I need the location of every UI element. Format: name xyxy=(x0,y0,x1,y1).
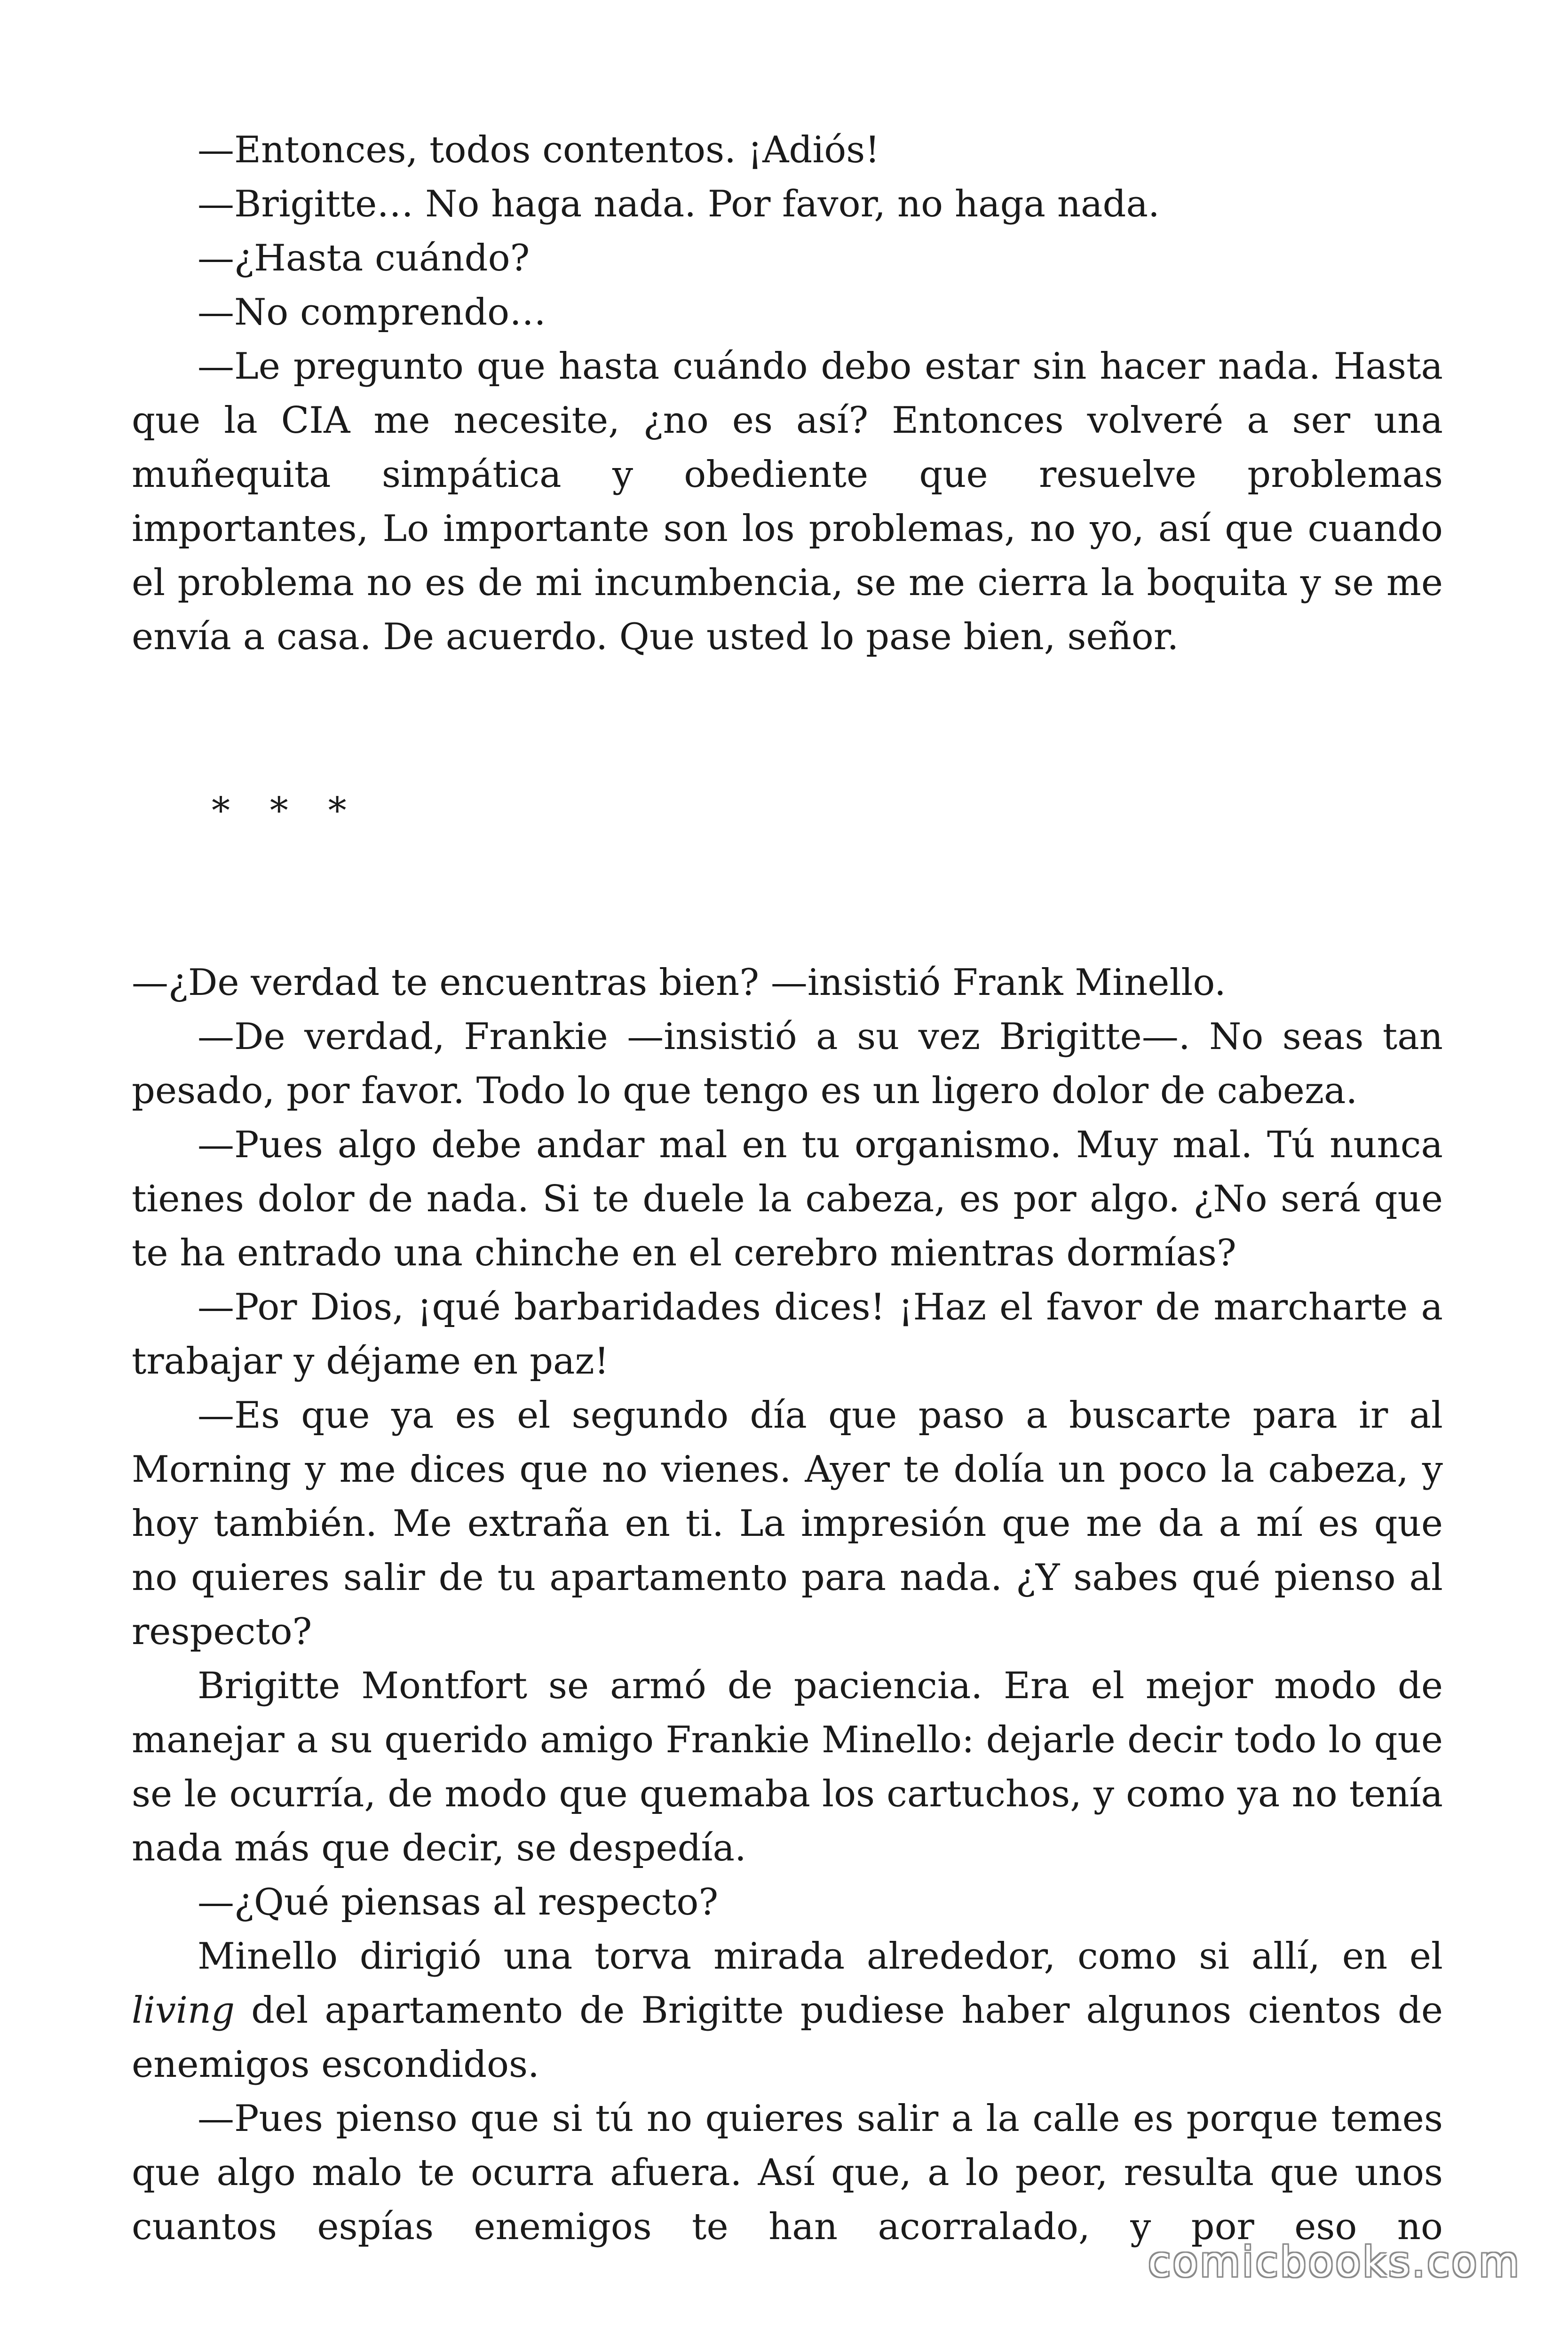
paragraph: —Entonces, todos contentos. ¡Adiós! xyxy=(198,129,880,171)
paragraph: —Es que ya es el segundo día que paso a buscarte para ir al Morning y me dices que no vienes. Ayer te dolía un poco la cabeza, y hoy también. Me extraña en ti. La impresión que me da a mí es que no quieres salir de tu apartamento para nada. ¿Y sabes qué pienso al respecto? xyxy=(132,1394,1443,1653)
paragraph: —¿Qué piensas al respecto? xyxy=(198,1881,719,1923)
section-separator: * * * xyxy=(212,790,361,832)
paragraph: —¿Hasta cuándo? xyxy=(198,237,530,279)
watermark-logo: comicbooks.com xyxy=(1148,2238,1521,2286)
book-page xyxy=(132,123,1443,2254)
italic-word: living xyxy=(132,1989,235,2032)
paragraph-text: del apartamento de Brigitte pudiese haber algunos cientos de enemigos escondidos. xyxy=(132,1989,1443,2086)
paragraph: —Brigitte… No haga nada. Por favor, no haga nada. xyxy=(198,183,1160,225)
paragraph xyxy=(132,1930,1443,2092)
paragraph: —Pues pienso que si tú no quieres salir a la calle es porque temes que algo malo te ocurra afuera. Así que, a lo peor, resulta que unos cuantos espías enemigos te han acorralado, y por eso no xyxy=(132,2098,1443,2248)
paragraph: —De verdad, Frankie —insistió a su vez Brigitte—. No seas tan pesado, por favor. Todo lo que tengo es un ligero dolor de cabeza. xyxy=(132,1016,1443,1112)
paragraph: Brigitte Montfort se armó de paciencia. Era el mejor modo de manejar a su querido amigo Frankie Minello: dejarle decir todo lo que se le ocurría, de modo que quemaba los cartuchos, y como ya no tenía nada más que decir, se despedía. xyxy=(132,1665,1443,1869)
paragraph: —¿De verdad te encuentras bien? —insistió Frank Minello. xyxy=(132,961,1226,1004)
paragraph: —Pues algo debe andar mal en tu organismo. Muy mal. Tú nunca tienes dolor de nada. Si te duele la cabeza, es por algo. ¿No será que te ha entrado una chinche en el cerebro mientras dormías? xyxy=(132,1124,1443,1274)
paragraph: —Por Dios, ¡qué barbaridades dices! ¡Haz el favor de marcharte a trabajar y déjame en paz! xyxy=(132,1286,1443,1383)
paragraph: —Le pregunto que hasta cuándo debo estar sin hacer nada. Hasta que la CIA me necesite, ¿no es así? Entonces volveré a ser una muñequita simpática y obediente que resuelve problemas importantes, Lo importante son los problemas, no yo, así que cuando el problema no es de mi incumbencia, se me cierra la boquita y se me envía a casa. De acuerdo. Que usted lo pase bien, señor. xyxy=(132,345,1443,658)
paragraph-text: Minello dirigió una torva mirada alrededor, como si allí, en el xyxy=(198,1935,1443,1978)
paragraph: —No comprendo… xyxy=(198,291,546,334)
